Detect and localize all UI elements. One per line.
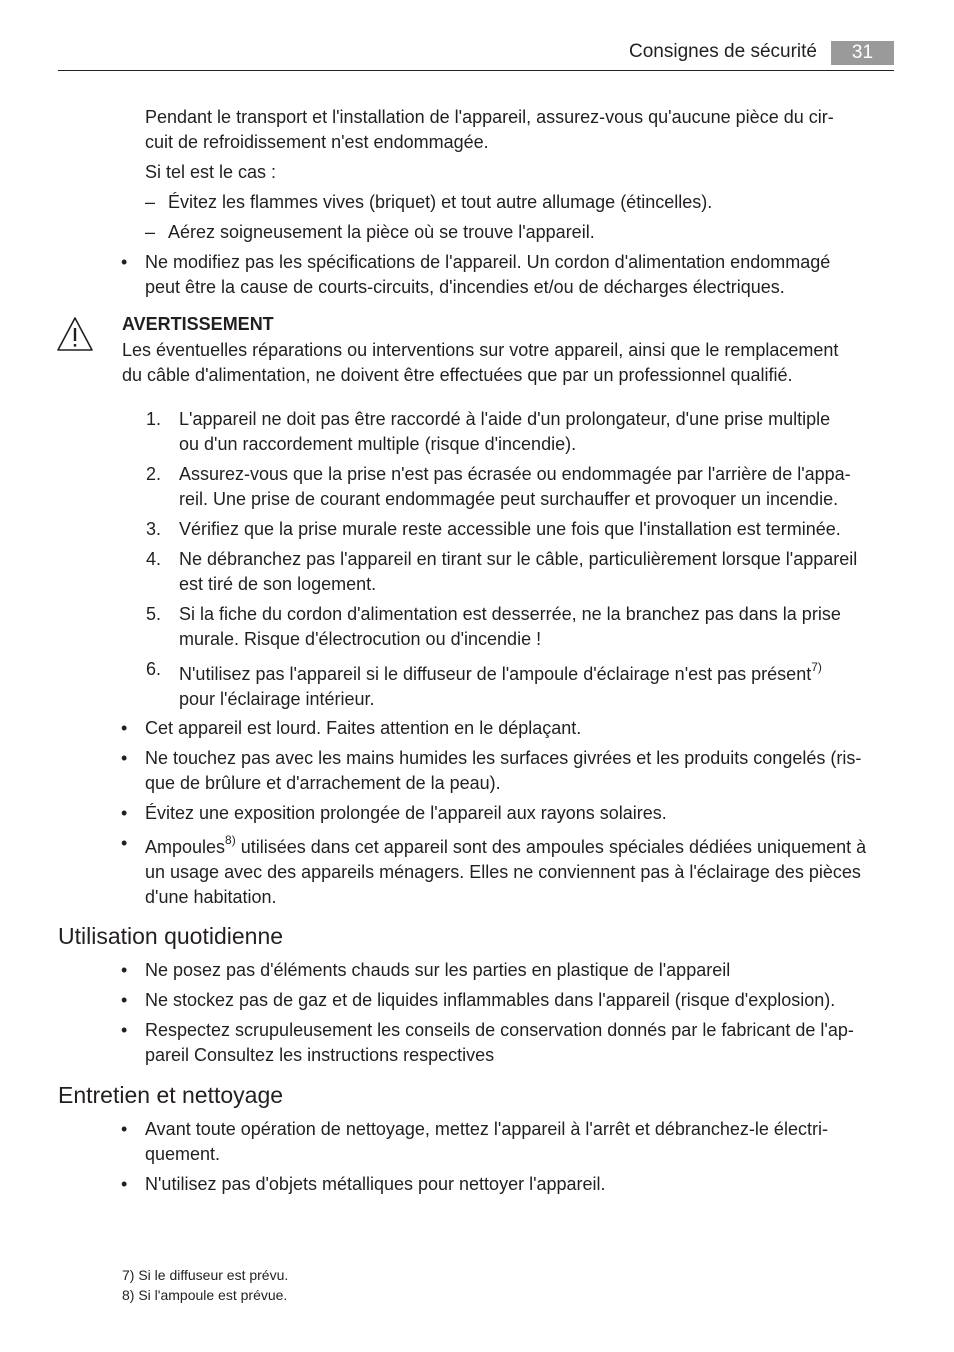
dash-item-aerate: Aérez soigneusement la pièce où se trouve l'appareil. — [168, 222, 595, 242]
warning-title: AVERTISSEMENT — [122, 314, 274, 334]
daily-bullet-2: Ne stockez pas de gaz et de liquides inflammables dans l'appareil (risque d'explosion). — [145, 990, 836, 1010]
dash-item-flames: Évitez les flammes vives (briquet) et tout autre allumage (étincelles). — [168, 192, 713, 212]
numbered-item-line: L'appareil ne doit pas être raccordé à l'aide d'un prolongateur, d'une prise multiple — [179, 409, 831, 429]
daily-bullet-1: Ne posez pas d'éléments chauds sur les parties en plastique de l'appareil — [145, 960, 731, 980]
footnote-ref-8: 8) — [225, 833, 236, 847]
numbered-item-line: est tiré de son logement. — [179, 574, 377, 594]
daily-bullet-3-line-1: Respectez scrupuleusement les conseils de conservation donnés par le fabricant de l'ap- — [145, 1020, 854, 1040]
bullet-marker: • — [121, 833, 128, 853]
bullet-marker: • — [121, 990, 128, 1010]
numbered-item-line: murale. Risque d'électrocution ou d'incendie ! — [179, 629, 542, 649]
numbered-item-line: Assurez-vous que la prise n'est pas écrasée ou endommagée par l'arrière de l'appa- — [179, 464, 851, 484]
intro-line-1: Pendant le transport et l'installation de l'appareil, assurez-vous qu'aucune pièce du cir- — [145, 107, 834, 127]
numbered-item-line: pour l'éclairage intérieur. — [179, 689, 375, 709]
intro-line-2: cuit de refroidissement n'est endommagée. — [145, 132, 489, 152]
daily-bullet-3-line-2: pareil Consultez les instructions respectives — [145, 1045, 495, 1065]
bullet-marker: • — [121, 718, 128, 738]
running-header-title: Consignes de sécurité — [629, 41, 817, 62]
section-heading-daily-use: Utilisation quotidienne — [58, 923, 284, 949]
bullet-specs-line-2: peut être la cause de courts-circuits, d'incendies et/ou de décharges électriques. — [145, 277, 785, 297]
bullet-marker: • — [121, 748, 128, 768]
intro-si-tel: Si tel est le cas : — [145, 162, 277, 182]
bullet-bulbs-line-2: un usage avec des appareils ménagers. Elles ne conviennent pas à l'éclairage des pièces — [145, 862, 861, 882]
warning-triangle-icon — [56, 315, 94, 353]
numbered-item-number: 4. — [146, 549, 162, 569]
bullet-specs-line-1: Ne modifiez pas les spécifications de l'appareil. Un cordon d'alimentation endommagé — [145, 252, 831, 272]
numbered-item-text: N'utilisez pas l'appareil si le diffuseur de l'ampoule d'éclairage n'est pas présent — [179, 664, 812, 684]
bulbs-word: Ampoules — [145, 837, 226, 857]
bullet-marker: • — [121, 803, 128, 823]
bullet-marker: • — [121, 252, 128, 272]
bullet-marker: • — [121, 1020, 128, 1040]
warning-line-2: du câble d'alimentation, ne doivent être effectuées que par un professionnel qualifié. — [122, 365, 793, 385]
footnote-8: 8) Si l'ampoule est prévue. — [122, 1287, 288, 1303]
numbered-item-number: 5. — [146, 604, 162, 624]
numbered-item-number: 3. — [146, 519, 162, 539]
cleaning-bullet-1-line-1: Avant toute opération de nettoyage, mettez l'appareil à l'arrêt et débranchez-le électri- — [145, 1119, 828, 1139]
numbered-item-number: 1. — [146, 409, 162, 429]
section-heading-cleaning: Entretien et nettoyage — [58, 1082, 284, 1108]
header-rule — [58, 70, 894, 71]
bulbs-rest: utilisées dans cet appareil sont des ampoules spéciales dédiées uniquement à — [235, 837, 867, 857]
bullet-marker: • — [121, 960, 128, 980]
numbered-item-line: Vérifiez que la prise murale reste accessible une fois que l'installation est terminée. — [179, 519, 841, 539]
cleaning-bullet-2: N'utilisez pas d'objets métalliques pour nettoyer l'appareil. — [145, 1174, 606, 1194]
bullet-sun: Évitez une exposition prolongée de l'appareil aux rayons solaires. — [145, 803, 667, 823]
bullet-marker: • — [121, 1174, 128, 1194]
warning-line-1: Les éventuelles réparations ou interventions sur votre appareil, ainsi que le remplacement — [122, 340, 839, 360]
numbered-item-number: 6. — [146, 659, 162, 679]
cleaning-bullet-1-line-2: quement. — [145, 1144, 221, 1164]
dash-marker: – — [145, 192, 156, 212]
bullet-bulbs-line-1 — [145, 835, 866, 860]
numbered-item-line: reil. Une prise de courant endommagée peut surchauffer et provoquer un incendie. — [179, 489, 839, 509]
numbered-item-line: Ne débranchez pas l'appareil en tirant sur le câble, particulièrement lorsque l'appareil — [179, 549, 858, 569]
dash-marker: – — [145, 222, 156, 242]
numbered-item-line: ou d'un raccordement multiple (risque d'incendie). — [179, 434, 577, 454]
bullet-wet-hands-line-2: que de brûlure et d'arrachement de la peau). — [145, 773, 501, 793]
bullet-heavy: Cet appareil est lourd. Faites attention en le déplaçant. — [145, 718, 582, 738]
bullet-wet-hands-line-1: Ne touchez pas avec les mains humides les surfaces givrées et les produits congelés (ris- — [145, 748, 862, 768]
numbered-item-line: Si la fiche du cordon d'alimentation est desserrée, ne la branchez pas dans la prise — [179, 604, 841, 624]
numbered-item-number: 2. — [146, 464, 162, 484]
bullet-bulbs-line-3: d'une habitation. — [145, 887, 277, 907]
footnote-7: 7) Si le diffuseur est prévu. — [122, 1267, 289, 1283]
page-number-badge: 31 — [831, 41, 894, 65]
bullet-marker: • — [121, 1119, 128, 1139]
footnote-ref-7: 7) — [811, 660, 822, 674]
numbered-item-line — [179, 662, 822, 687]
